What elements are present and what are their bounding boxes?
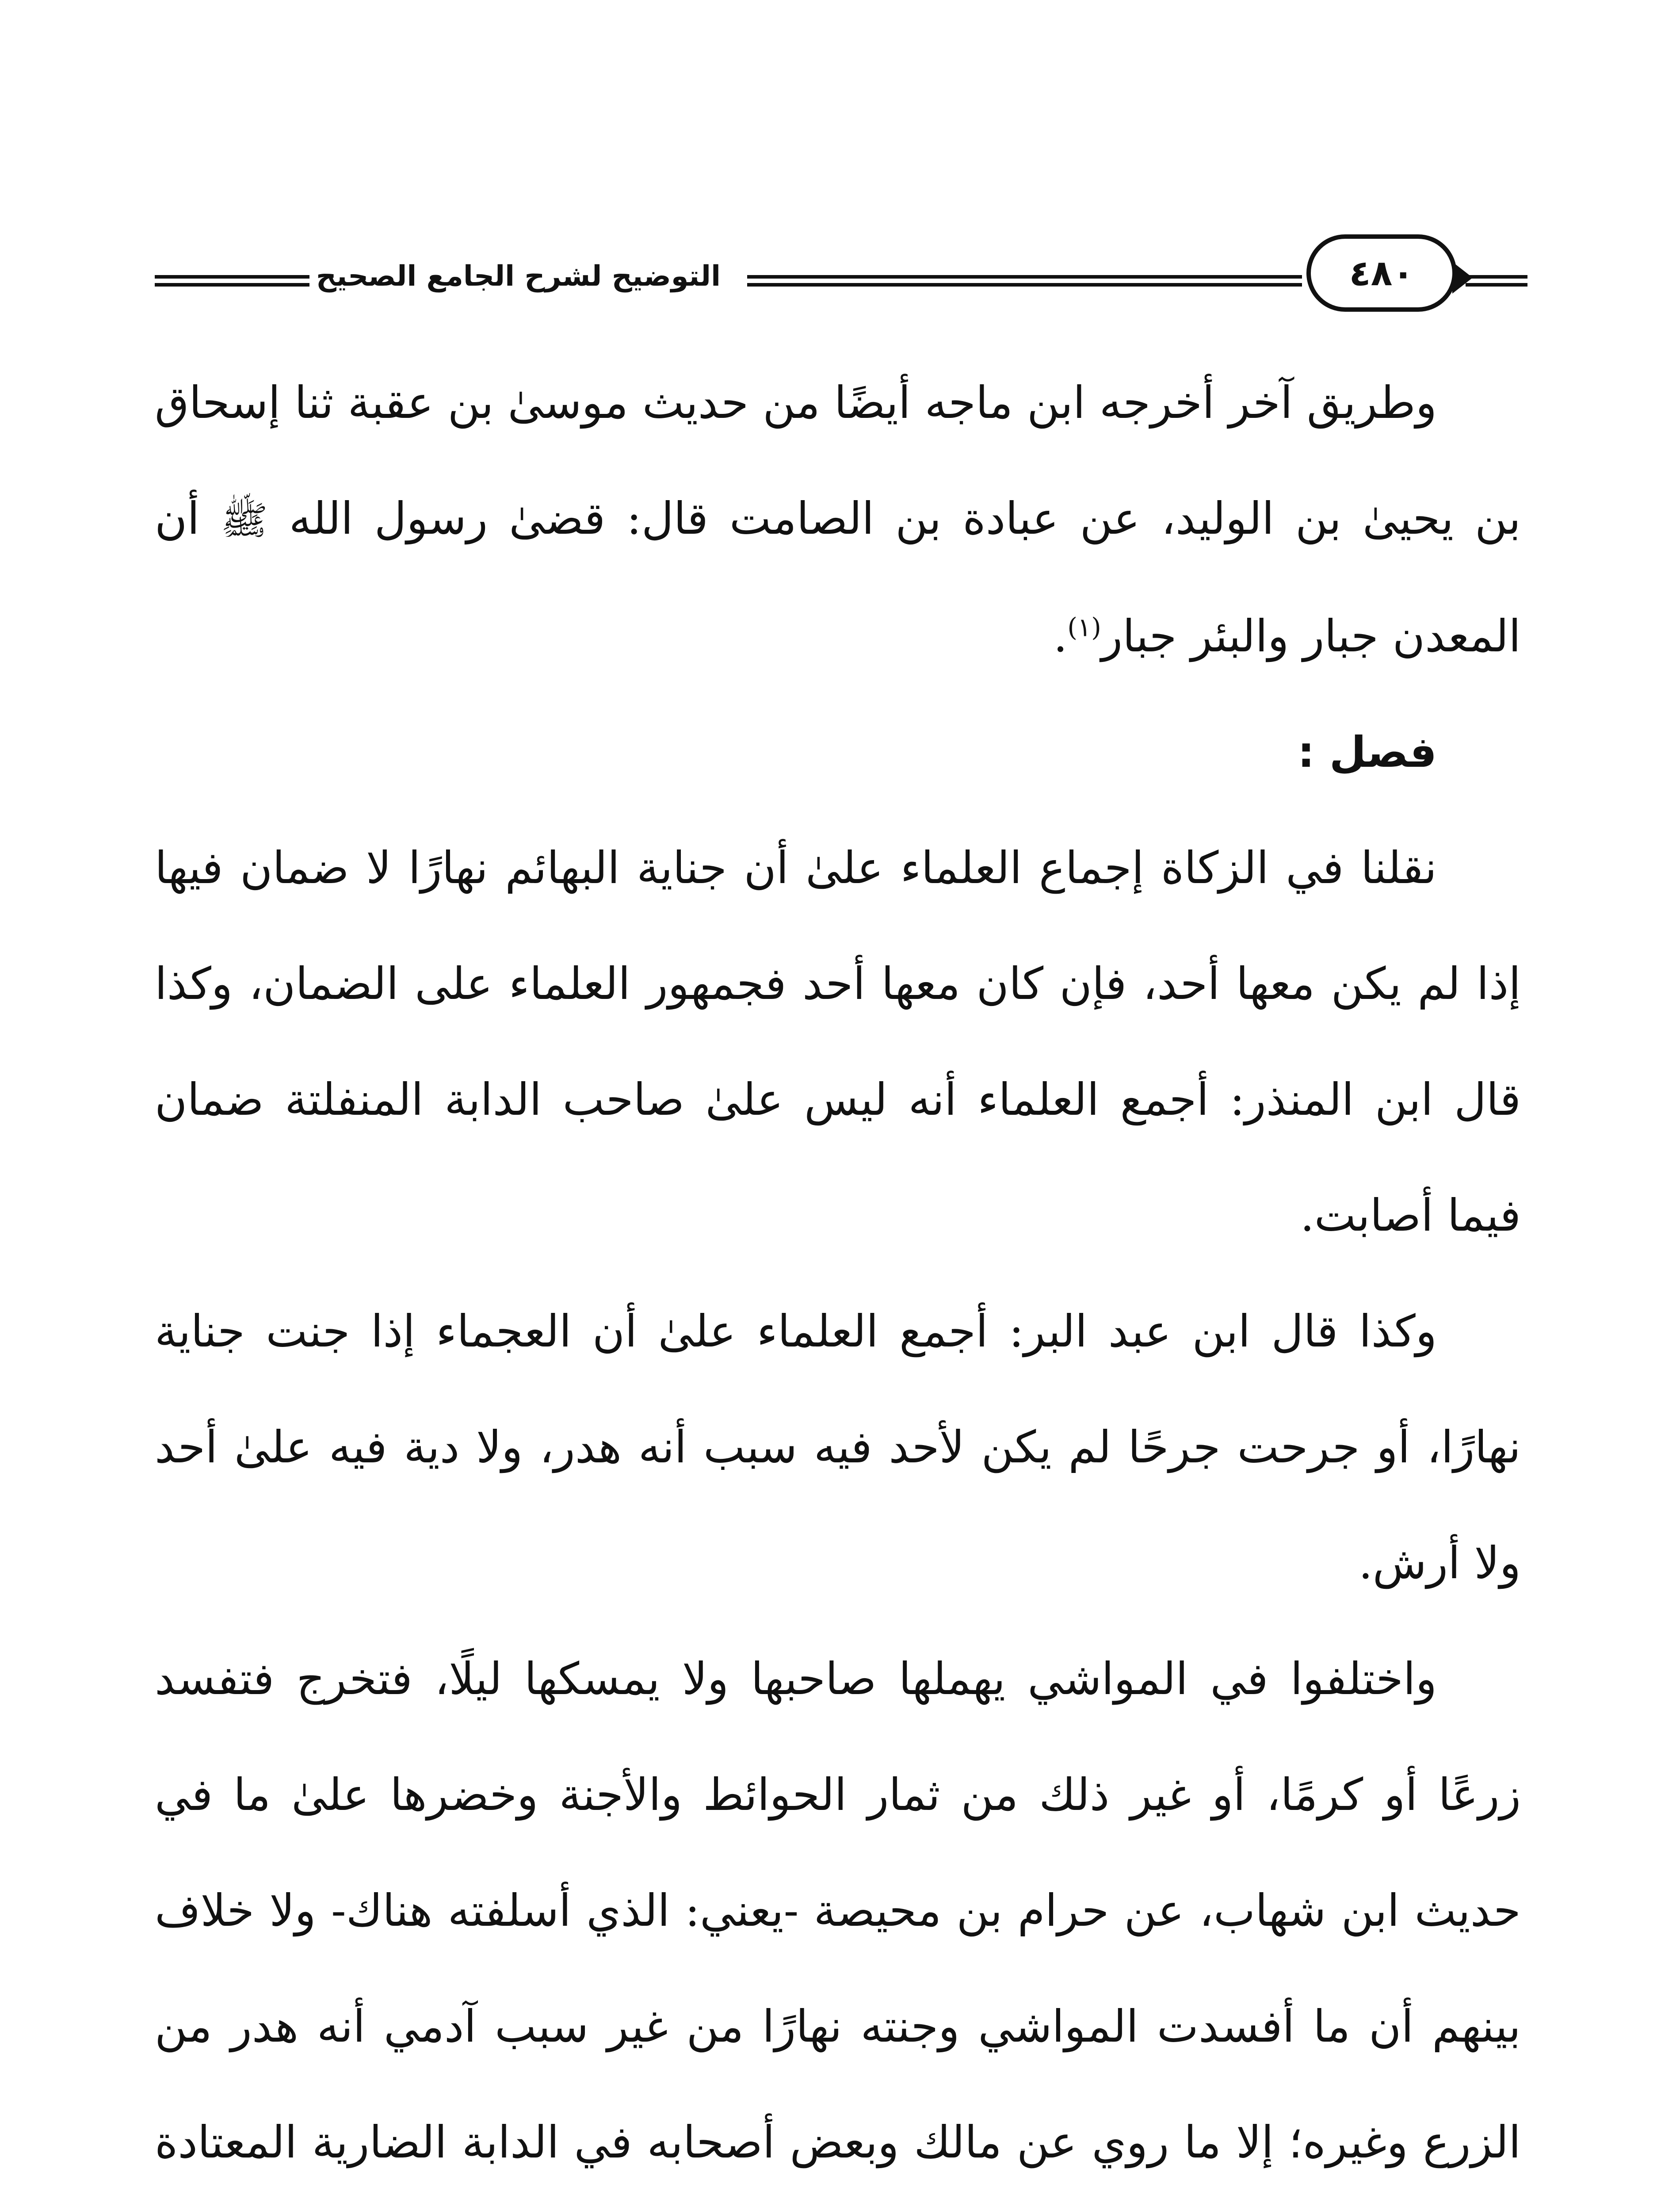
paragraph-1-end: .: [1053, 610, 1068, 662]
running-header: [146, 217, 1530, 332]
footnote-ref-1[interactable]: (١): [1067, 612, 1101, 643]
running-title: التوضيح لشرح الجامع الصحيح: [316, 260, 721, 293]
paragraph-1-text-after: أن المعدن جبار والبئر جبار: [155, 493, 1521, 662]
section-heading: فصل :: [1298, 727, 1437, 777]
honorific-glyph: ﷺ: [221, 497, 268, 543]
header-rule-left: [155, 275, 309, 287]
paragraph-4-text: واختلفوا في المواشي يهملها صاحبها ولا يمسكها ليلًا، فتخرج فتفسد زرعًا أو كرمًا، أو غير ذلك من ثمار الحوائط والأجنة وخضرها علىٰ ما في حديث ابن شهاب، عن حرام بن محيصة -يعني: الذي أسلفته هناك- ولا خلاف بينهم أن ما أفسدت المواشي وجنته نهارًا من غير سبب آدمي أنه هدر من الزرع وغيره؛ إلا ما روي عن مالك وبعض أصحابه في الدابة الضارية المعتادة: [155, 1653, 1521, 2168]
paragraph-2: نقلنا في الزكاة إجماع العلماء علىٰ أن جناية البهائم نهارًا لا ضمان فيها إذا لم يكن معها أحد، فإن كان معها أحد فجمهور العلماء على الضمان، وكذا قال ابن المنذر: أجمع العلماء أنه ليس علىٰ صاحب الدابة المنفلتة ضمان فيما أصابت.: [155, 842, 1521, 1241]
paragraph-1: [155, 345, 1521, 694]
header-rule-right: [1466, 275, 1527, 287]
header-rule-middle: [747, 275, 1302, 287]
paragraph-4: [155, 1621, 1521, 2211]
paragraph-1-text: وطريق آخر أخرجه ابن ماجه أيضًا من حديث موسىٰ بن عقبة ثنا إسحاق بن يحيىٰ بن الوليد، عن عبادة بن الصامت قال: قضىٰ رسول الله: [155, 377, 1521, 544]
paragraph-3: وكذا قال ابن عبد البر: أجمع العلماء علىٰ أن العجماء إذا جنت جناية نهارًا، أو جرحت جرحًا لم يكن لأحد فيه سبب أنه هدر، ولا دية فيه علىٰ أحد ولا أرش.: [155, 1305, 1521, 1589]
page-number: ٤٨٠: [1349, 252, 1414, 294]
main-text: [155, 345, 1521, 2211]
page-number-badge: [1306, 234, 1457, 312]
